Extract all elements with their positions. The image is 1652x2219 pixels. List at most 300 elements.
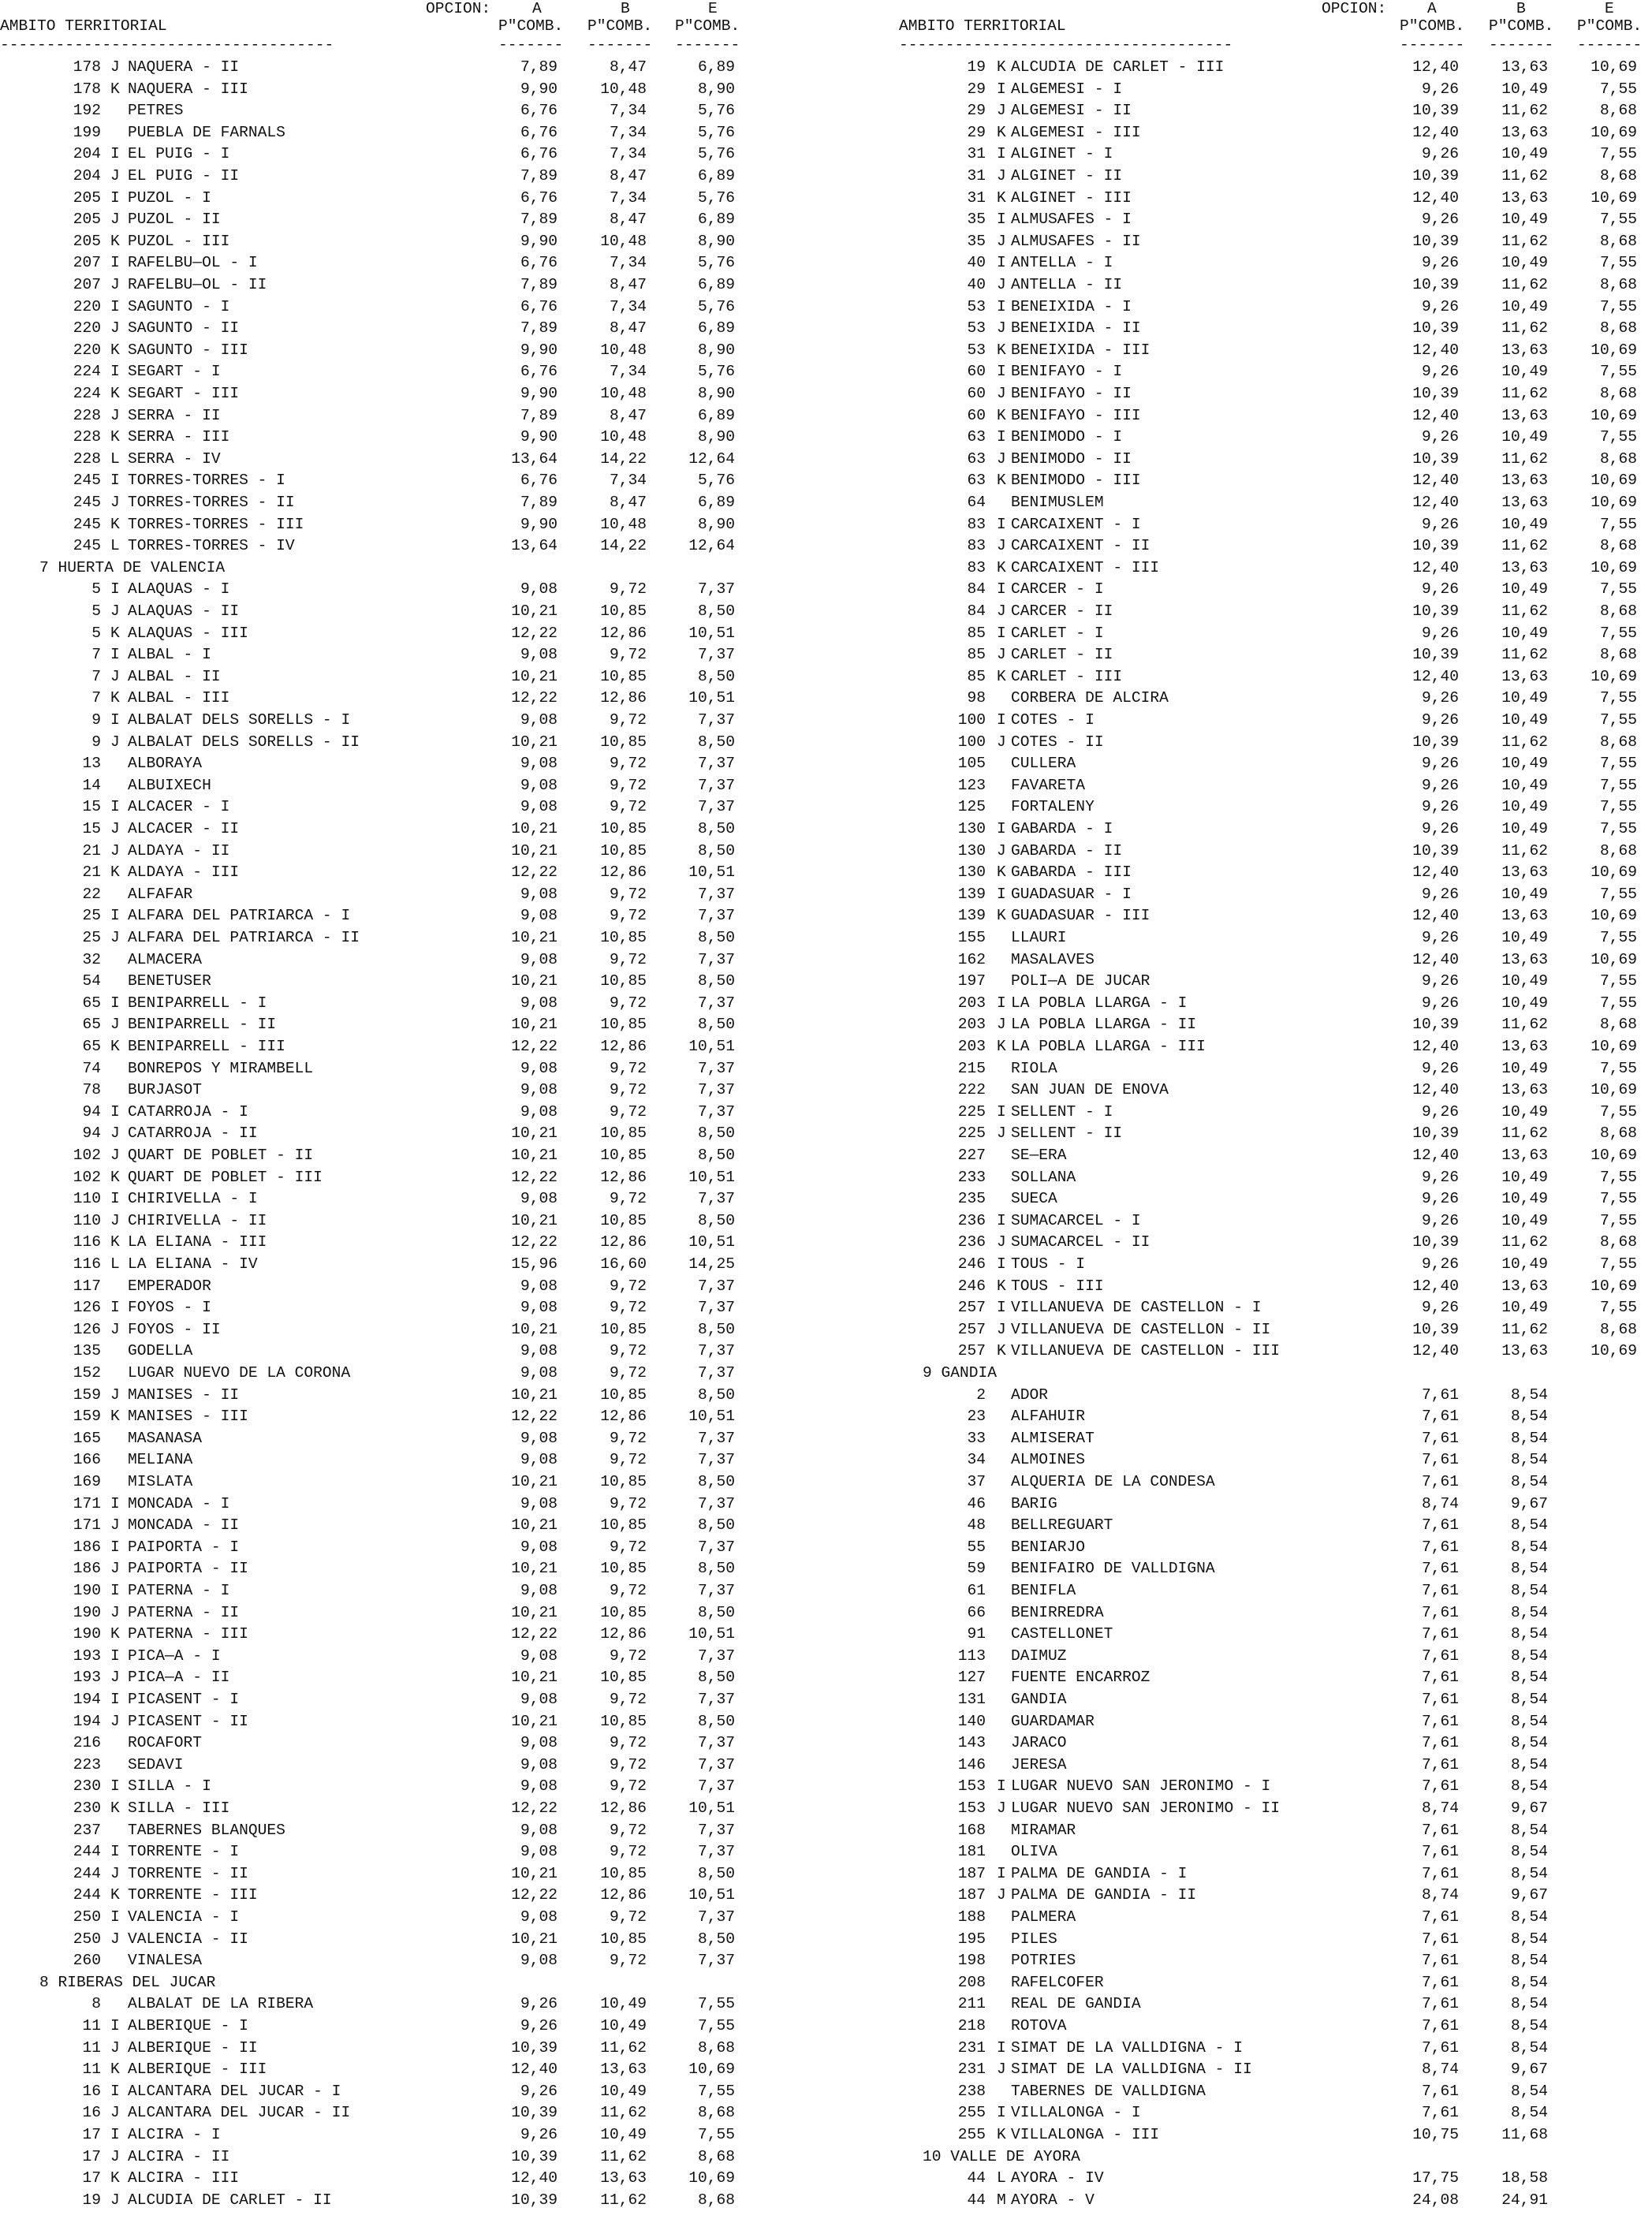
price-b: 9,72: [609, 907, 647, 925]
price-a: 12,40: [1412, 123, 1459, 141]
price-a: 24,08: [1412, 2191, 1459, 2209]
price-a: 10,21: [511, 1560, 558, 1578]
municipality-code: 65: [82, 1038, 101, 1055]
table-row: [899, 1341, 1652, 1363]
price-e: 7,55: [1599, 689, 1637, 707]
price-b: 7,34: [609, 145, 647, 163]
price-a: 6,76: [520, 254, 558, 272]
price-b: 7,34: [609, 102, 647, 120]
price-b: 13,63: [1501, 341, 1548, 359]
municipality-name: ROCAFORT: [128, 1734, 203, 1752]
table-row: [0, 1515, 789, 1537]
zone-suffix: I: [997, 1102, 1006, 1121]
price-b: 8,47: [609, 276, 647, 293]
municipality-name: MASANASA: [128, 1429, 203, 1447]
municipality-code: 195: [957, 1930, 986, 1948]
municipality-name: MISLATA: [128, 1473, 193, 1490]
price-b: 10,49: [1501, 580, 1548, 599]
price-a: 12,40: [1412, 58, 1459, 76]
price-a: 10,39: [1412, 1124, 1459, 1143]
price-a: 15,96: [511, 1255, 558, 1273]
price-e: 7,55: [1599, 297, 1637, 315]
price-b: 10,49: [1501, 254, 1548, 272]
municipality-code: 60: [967, 363, 986, 381]
table-row: [0, 1406, 789, 1428]
zone-suffix: K: [997, 406, 1006, 424]
price-b: 8,54: [1510, 2017, 1548, 2034]
municipality-name: ALBERIQUE - I: [128, 2017, 248, 2034]
price-b: 10,49: [600, 1995, 647, 2013]
price-e: 8,50: [697, 733, 735, 751]
table-row: [899, 905, 1652, 927]
municipality-name: ALAQUAS - II: [128, 602, 240, 620]
price-e: 6,89: [697, 494, 735, 511]
municipality-code: 59: [967, 1560, 986, 1578]
municipality-code: 257: [957, 1320, 986, 1338]
price-a: 9,26: [520, 2017, 558, 2034]
municipality-name: CARCAIXENT - I: [1011, 515, 1141, 533]
municipality-code: 60: [967, 406, 986, 424]
zone-suffix: J: [110, 1864, 120, 1882]
municipality-name: ALMUSAFES - II: [1011, 232, 1141, 250]
table-row: [899, 79, 1652, 101]
municipality-name: CATARROJA - I: [128, 1102, 248, 1121]
price-e: 7,55: [1599, 624, 1637, 642]
zone-suffix: J: [110, 58, 120, 76]
price-b: 10,85: [600, 1603, 647, 1621]
table-row: [0, 1123, 789, 1145]
price-a: 9,08: [520, 994, 558, 1012]
table-row: [899, 1907, 1652, 1929]
municipality-code: 228: [73, 428, 101, 446]
municipality-name: ALCACER - II: [128, 820, 240, 837]
price-a: 9,08: [520, 1429, 558, 1447]
municipality-name: PAIPORTA - I: [128, 1538, 240, 1556]
zone-suffix: I: [997, 1211, 1006, 1229]
municipality-name: BENIMODO - II: [1011, 449, 1132, 468]
municipality-name: VALENCIA - II: [128, 1930, 248, 1948]
table-row: [899, 2081, 1652, 2103]
price-e: 7,37: [697, 798, 735, 816]
municipality-name: SE—ERA: [1011, 1147, 1067, 1164]
price-b: 10,49: [1501, 80, 1548, 98]
municipality-code: 63: [967, 472, 986, 490]
table-row: [899, 2102, 1652, 2124]
municipality-code: 159: [73, 1385, 101, 1404]
price-b: 14,22: [600, 537, 647, 555]
zone-suffix: I: [997, 1299, 1006, 1317]
price-e: 10,51: [688, 1408, 735, 1426]
price-b: 10,85: [600, 1669, 647, 1687]
price-b: 9,72: [609, 1451, 647, 1469]
price-b: 9,72: [609, 646, 647, 664]
zone-suffix: I: [997, 428, 1006, 446]
price-b: 9,72: [609, 1102, 647, 1121]
price-a: 7,61: [1421, 2082, 1459, 2100]
municipality-name: GANDIA: [1011, 1691, 1067, 1708]
price-b: 10,85: [600, 1864, 647, 1882]
zone-suffix: J: [110, 667, 120, 685]
municipality-code: 205: [73, 232, 101, 250]
municipality-name: QUART DE POBLET - III: [128, 1168, 323, 1186]
price-e: 10,69: [1590, 1277, 1637, 1295]
municipality-code: 84: [967, 580, 986, 599]
zone-suffix: K: [110, 341, 120, 359]
col-a-sub: P"COMB.: [1400, 17, 1465, 35]
municipality-code: 211: [957, 1995, 986, 2013]
table-row: [899, 1841, 1652, 1863]
zone-suffix: I: [110, 297, 120, 315]
municipality-code: 223: [73, 1755, 101, 1773]
municipality-name: BENIMUSLEM: [1011, 494, 1104, 511]
table-row: [899, 449, 1652, 471]
table-row: [899, 579, 1652, 601]
price-b: 10,49: [1501, 1190, 1548, 1208]
municipality-name: RAFELCOFER: [1011, 1973, 1104, 1991]
zone-suffix: J: [997, 167, 1006, 185]
price-b: 10,85: [600, 1930, 647, 1948]
price-a: 9,08: [520, 1494, 558, 1512]
municipality-code: 94: [82, 1124, 101, 1143]
price-b: 10,85: [600, 820, 647, 837]
table-row: [0, 2059, 789, 2081]
zone-suffix: I: [110, 1908, 120, 1926]
price-e: 10,69: [688, 2169, 735, 2187]
table-row: [0, 1188, 789, 1210]
price-a: 9,08: [520, 1342, 558, 1360]
municipality-code: 228: [73, 406, 101, 424]
table-row: [0, 274, 789, 296]
municipality-code: 139: [957, 907, 986, 925]
municipality-name: BENIFAYO - II: [1011, 385, 1132, 402]
price-b: 24,91: [1501, 2191, 1548, 2209]
table-row: [0, 1102, 789, 1124]
price-b: 16,60: [600, 1255, 647, 1273]
price-b: 8,54: [1510, 1864, 1548, 1882]
table-row: [0, 514, 789, 536]
price-e: 7,55: [697, 2082, 735, 2100]
municipality-name: SEGART - I: [128, 363, 221, 381]
price-b: 10,48: [600, 428, 647, 446]
municipality-name: BENIMODO - III: [1011, 472, 1141, 490]
price-e: 7,37: [697, 885, 735, 903]
zone-suffix: K: [110, 624, 120, 642]
table-row: [899, 296, 1652, 319]
municipality-code: 225: [957, 1124, 986, 1143]
zone-suffix: K: [110, 2169, 120, 2187]
municipality-code: 162: [957, 950, 986, 968]
price-a: 10,21: [511, 1124, 558, 1143]
municipality-name: AYORA - V: [1011, 2191, 1094, 2209]
zone-suffix: I: [997, 254, 1006, 272]
price-e: 10,51: [688, 1625, 735, 1643]
zone-suffix: I: [110, 2082, 120, 2100]
price-b: 8,47: [609, 406, 647, 424]
price-a: 9,26: [1421, 1255, 1459, 1273]
zone-suffix: J: [110, 733, 120, 751]
price-b: 13,63: [1501, 950, 1548, 968]
table-row: [0, 927, 789, 949]
municipality-name: PICASENT - II: [128, 1712, 248, 1730]
municipality-code: 255: [957, 2126, 986, 2143]
municipality-code: 168: [957, 1821, 986, 1839]
municipality-name: ALFARA DEL PATRIARCA - I: [128, 907, 351, 925]
municipality-name: EL PUIG - II: [128, 167, 240, 185]
zone-suffix: I: [110, 188, 120, 207]
municipality-code: 203: [957, 1016, 986, 1034]
price-a: 7,61: [1421, 1625, 1459, 1643]
municipality-code: 127: [957, 1669, 986, 1687]
table-row: [0, 188, 789, 210]
price-a: 10,39: [1412, 102, 1459, 120]
price-b: 10,49: [1501, 1102, 1548, 1121]
price-a: 6,76: [520, 297, 558, 315]
zone-suffix: K: [110, 2060, 120, 2079]
municipality-code: 171: [73, 1494, 101, 1512]
municipality-code: 34: [967, 1451, 986, 1469]
table-row: [899, 1755, 1652, 1777]
municipality-name: ALBERIQUE - III: [128, 2060, 267, 2079]
price-a: 7,61: [1421, 1385, 1459, 1404]
zone-suffix: K: [997, 2126, 1006, 2143]
table-row: [0, 1820, 789, 1842]
zone-suffix: I: [110, 1647, 120, 1665]
price-a: 7,61: [1421, 1429, 1459, 1447]
price-e: 7,55: [1599, 1211, 1637, 1229]
price-e: 8,50: [697, 1516, 735, 1535]
table-row: [899, 710, 1652, 732]
price-a: 9,26: [1421, 820, 1459, 837]
table-row: [899, 405, 1652, 427]
table-row: [899, 884, 1652, 906]
price-e: 7,37: [697, 1908, 735, 1926]
table-row: [0, 753, 789, 775]
price-b: 11,62: [1501, 537, 1548, 555]
municipality-name: ROTOVA: [1011, 2017, 1067, 2034]
price-a: 9,90: [520, 80, 558, 98]
municipality-name: ADOR: [1011, 1385, 1049, 1404]
table-row: [899, 1188, 1652, 1210]
table-row: [0, 79, 789, 101]
municipality-code: 35: [967, 232, 986, 250]
table-row: [899, 1863, 1652, 1885]
zone-suffix: I: [110, 907, 120, 925]
municipality-name: MASALAVES: [1011, 950, 1094, 968]
zone-suffix: J: [997, 733, 1006, 751]
municipality-name: ALMUSAFES - I: [1011, 211, 1132, 229]
municipality-name: MANISES - III: [128, 1408, 248, 1426]
municipality-name: SERRA - III: [128, 428, 230, 446]
municipality-code: 19: [82, 2191, 101, 2209]
price-e: 7,37: [697, 1755, 735, 1773]
municipality-code: 25: [82, 907, 101, 925]
price-a: 13,64: [511, 449, 558, 468]
price-b: 11,62: [1501, 602, 1548, 620]
price-e: 7,55: [1599, 885, 1637, 903]
municipality-name: VINALESA: [128, 1952, 203, 1970]
municipality-code: 178: [73, 80, 101, 98]
municipality-name: MONCADA - I: [128, 1494, 230, 1512]
rule-e: -------: [675, 36, 740, 54]
price-b: 10,85: [600, 1516, 647, 1535]
price-b: 10,49: [1501, 929, 1548, 946]
col-e-letter: E: [1605, 0, 1614, 17]
price-b: 9,67: [1510, 1886, 1548, 1904]
municipality-code: 244: [73, 1843, 101, 1861]
municipality-name: ALCUDIA DE CARLET - III: [1011, 58, 1225, 76]
price-a: 7,89: [520, 211, 558, 229]
price-a: 9,26: [1421, 1059, 1459, 1077]
table-row: [899, 1254, 1652, 1276]
municipality-name: FOYOS - II: [128, 1320, 221, 1338]
price-b: 14,22: [600, 449, 647, 468]
municipality-code: 78: [82, 1081, 101, 1099]
col-b-sub: P"COMB.: [1489, 17, 1554, 35]
price-b: 12,86: [600, 1625, 647, 1643]
price-b: 10,49: [1501, 820, 1548, 837]
table-row: [899, 1471, 1652, 1494]
zone-suffix: J: [997, 2060, 1006, 2079]
price-e: 8,50: [697, 667, 735, 685]
municipality-name: PAIPORTA - II: [128, 1560, 248, 1578]
municipality-name: ALCANTARA DEL JUCAR - I: [128, 2082, 341, 2100]
price-b: 10,48: [600, 80, 647, 98]
zone-suffix: J: [110, 1124, 120, 1143]
table-row: [0, 1732, 789, 1755]
col-a-sub: P"COMB.: [498, 17, 564, 35]
table-row: [899, 1210, 1652, 1233]
municipality-code: 165: [73, 1429, 101, 1447]
price-b: 8,54: [1510, 1843, 1548, 1861]
price-b: 8,54: [1510, 1647, 1548, 1665]
table-row: [899, 1232, 1652, 1254]
price-a: 7,61: [1421, 1451, 1459, 1469]
municipality-name: CARCAIXENT - II: [1011, 537, 1150, 555]
table-row: [899, 340, 1652, 362]
municipality-name: CARLET - II: [1011, 646, 1113, 664]
zone-suffix: I: [997, 2104, 1006, 2122]
price-e: 7,55: [1599, 1255, 1637, 1273]
price-b: 10,49: [1501, 972, 1548, 990]
table-row: [0, 2081, 789, 2103]
price-a: 9,08: [520, 907, 558, 925]
zone-suffix: J: [110, 1560, 120, 1578]
municipality-code: 98: [967, 689, 986, 707]
municipality-name: PUEBLA DE FARNALS: [128, 123, 285, 141]
table-row: [0, 449, 789, 471]
price-e: 7,37: [697, 1691, 735, 1708]
price-e: 10,69: [1590, 907, 1637, 925]
table-row: [899, 427, 1652, 449]
table-row: [899, 2124, 1652, 2146]
municipality-code: 13: [82, 755, 101, 773]
municipality-code: 225: [957, 1102, 986, 1121]
price-b: 8,54: [1510, 1385, 1548, 1404]
table-row: [0, 1602, 789, 1624]
price-e: 8,50: [697, 1864, 735, 1882]
table-row: [899, 492, 1652, 514]
price-a: 9,08: [520, 1734, 558, 1752]
price-e: 5,76: [697, 472, 735, 490]
municipality-code: 130: [957, 820, 986, 837]
price-e: 8,50: [697, 1385, 735, 1404]
price-b: 8,54: [1510, 1691, 1548, 1708]
table-row: [899, 1385, 1652, 1407]
table-row: [0, 1471, 789, 1494]
price-e: 8,68: [1599, 1320, 1637, 1338]
table-row: [899, 535, 1652, 558]
price-a: 12,40: [1412, 907, 1459, 925]
table-row: [0, 57, 789, 79]
price-a: 12,40: [1412, 558, 1459, 576]
price-e: 6,89: [697, 276, 735, 293]
municipality-name: ALAQUAS - III: [128, 624, 248, 642]
price-e: 7,37: [697, 1538, 735, 1556]
table-row: [0, 231, 789, 253]
col-e-letter: E: [708, 0, 718, 17]
municipality-code: 146: [957, 1755, 986, 1773]
price-a: 9,08: [520, 1691, 558, 1708]
municipality-code: 188: [957, 1908, 986, 1926]
table-row: [899, 2190, 1652, 2212]
zone-suffix: I: [997, 1255, 1006, 1273]
rule-a: -------: [498, 36, 564, 54]
price-a: 12,22: [511, 1408, 558, 1426]
table-row: [0, 122, 789, 144]
price-a: 8,74: [1421, 2060, 1459, 2079]
zone-suffix: J: [110, 841, 120, 860]
price-b: 11,62: [1501, 102, 1548, 120]
zone-suffix: J: [110, 2147, 120, 2165]
table-row: [899, 796, 1652, 819]
table-row: [0, 1167, 789, 1189]
municipality-code: 21: [82, 863, 101, 882]
price-e: 10,69: [1590, 950, 1637, 968]
price-a: 9,08: [520, 1538, 558, 1556]
price-a: 7,61: [1421, 1952, 1459, 1970]
table-row: [0, 361, 789, 383]
price-e: 8,50: [697, 1669, 735, 1687]
municipality-name: CASTELLONET: [1011, 1625, 1113, 1643]
price-e: 8,68: [1599, 602, 1637, 620]
price-a: 9,26: [1421, 580, 1459, 599]
municipality-code: 228: [73, 449, 101, 468]
table-row: [0, 2168, 789, 2190]
price-b: 8,47: [609, 319, 647, 338]
price-a: 9,08: [520, 580, 558, 599]
price-b: 13,63: [1501, 494, 1548, 511]
zone-suffix: J: [997, 1320, 1006, 1338]
municipality-name: ALMOINES: [1011, 1451, 1086, 1469]
price-e: 7,37: [697, 1494, 735, 1512]
table-row: [899, 862, 1652, 884]
table-row: [0, 2102, 789, 2124]
table-row: [0, 2016, 789, 2038]
municipality-code: 15: [82, 820, 101, 837]
municipality-name: BONREPOS Y MIRAMBELL: [128, 1059, 314, 1077]
price-a: 12,40: [1412, 1081, 1459, 1099]
municipality-code: 245: [73, 472, 101, 490]
municipality-code: 7: [91, 646, 101, 664]
price-a: 6,76: [520, 145, 558, 163]
price-e: 7,37: [697, 994, 735, 1012]
municipality-code: 40: [967, 254, 986, 272]
price-a: 9,26: [1421, 80, 1459, 98]
municipality-name: PUZOL - III: [128, 232, 230, 250]
table-row: [899, 1080, 1652, 1102]
municipality-name: CARCER - I: [1011, 580, 1104, 599]
price-b: 10,49: [1501, 624, 1548, 642]
